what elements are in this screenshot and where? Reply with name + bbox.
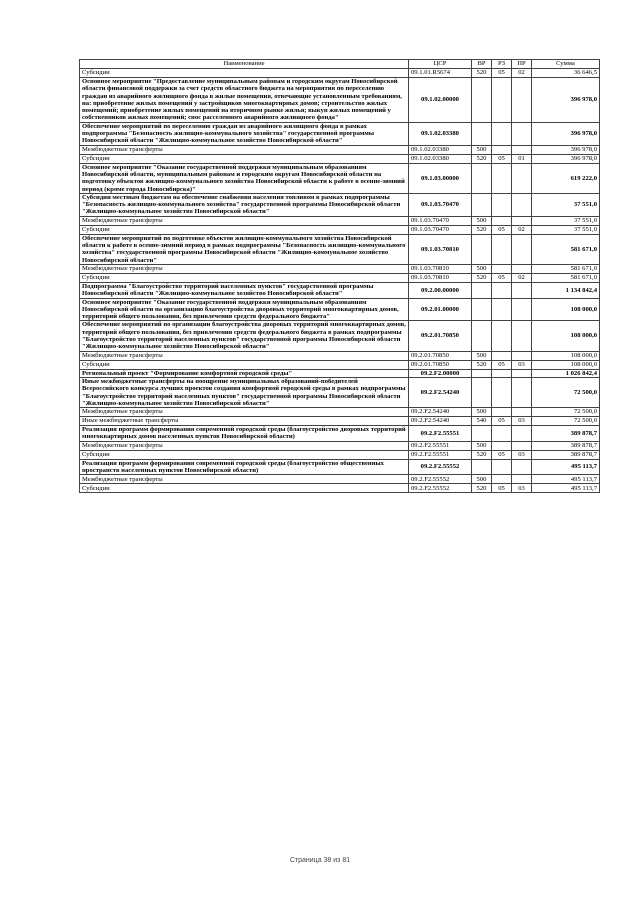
cell-pr: 03	[512, 417, 532, 426]
cell-csr: 09.1.02.03380	[409, 145, 472, 154]
table-row	[80, 459, 600, 475]
cell-pr	[512, 264, 532, 273]
cell-csr: 09.2.F2.54240	[409, 377, 472, 407]
cell-sum: 37 551,0	[532, 216, 600, 225]
cell-rz	[492, 408, 512, 417]
cell-sum: 108 000,0	[532, 360, 600, 369]
cell-name: Субсидии	[80, 225, 409, 234]
cell-name: Региональный проект "Формирование комфортной городской среды"	[80, 369, 409, 377]
cell-sum: 396 978,0	[532, 154, 600, 163]
cell-csr: 09.2.F2.54240	[409, 417, 472, 426]
table-row	[80, 360, 600, 369]
cell-sum: 108 000,0	[532, 321, 600, 351]
cell-pr: 03	[512, 360, 532, 369]
cell-sum: 72 500,0	[532, 408, 600, 417]
cell-pr: 01	[512, 154, 532, 163]
cell-pr	[512, 78, 532, 123]
table-row	[80, 234, 600, 264]
table-row	[80, 145, 600, 154]
cell-sum: 37 551,0	[532, 193, 600, 216]
cell-rz	[492, 441, 512, 450]
cell-vr: 500	[472, 145, 492, 154]
cell-rz: 05	[492, 225, 512, 234]
cell-vr	[472, 163, 492, 193]
cell-vr: 520	[472, 450, 492, 459]
cell-rz	[492, 351, 512, 360]
cell-rz	[492, 282, 512, 298]
cell-csr: 09.1.03.70470	[409, 225, 472, 234]
budget-table	[79, 59, 600, 493]
cell-name: Межбюджетные трансферты	[80, 408, 409, 417]
header-pr: ПР	[512, 60, 532, 69]
cell-name: Субсидии местным бюджетам на обеспечение снабжения населения топливом в рамках подпрограммы "Безопасность жилищно-коммунального хозяйства" государственной программы Новосибирской области "Жилищно-коммунальное хозяйство Новосибирской области"	[80, 193, 409, 216]
cell-vr: 520	[472, 225, 492, 234]
table-row	[80, 369, 600, 377]
table-row	[80, 122, 600, 145]
cell-name: Обеспечение мероприятий по подготовке объектов жилищно-коммунального хозяйства Новосибирской области к работе в осенне-зимний период в рамках подпрограммы "Безопасность жилищно-коммунального хозяйства" государственной программы Новосибирской области "Жилищно-коммунальное хозяйство Новосибирской области"	[80, 234, 409, 264]
cell-csr: 09.2.01.70850	[409, 321, 472, 351]
table-row	[80, 441, 600, 450]
cell-rz: 05	[492, 484, 512, 493]
cell-csr: 09.1.01.R5674	[409, 69, 472, 78]
cell-name: Обеспечение мероприятий по переселению граждан из аварийного жилищного фонда в рамках подпрограммы "Безопасность жилищно-коммунального хозяйства" государственной программы Новосибирской области "Жилищно-коммунальное хозяйство Новосибирской области"	[80, 122, 409, 145]
cell-sum: 581 671,0	[532, 273, 600, 282]
cell-name: Субсидии	[80, 273, 409, 282]
cell-sum: 396 978,0	[532, 122, 600, 145]
cell-pr	[512, 369, 532, 377]
cell-sum: 1 134 842,4	[532, 282, 600, 298]
cell-pr: 02	[512, 225, 532, 234]
cell-name: Подпрограмма "Благоустройство территорий населенных пунктов" государственной программы Новосибирской области "Жилищно-коммунальное хозяйство Новосибирской области"	[80, 282, 409, 298]
cell-pr	[512, 193, 532, 216]
cell-sum: 396 978,0	[532, 78, 600, 123]
cell-name: Межбюджетные трансферты	[80, 441, 409, 450]
cell-pr: 02	[512, 273, 532, 282]
cell-pr	[512, 216, 532, 225]
cell-pr	[512, 163, 532, 193]
budget-table-sheet	[79, 59, 599, 493]
cell-vr	[472, 298, 492, 321]
cell-csr: 09.2.F2.55551	[409, 441, 472, 450]
table-row	[80, 408, 600, 417]
table-row	[80, 154, 600, 163]
cell-vr: 500	[472, 216, 492, 225]
cell-pr	[512, 377, 532, 407]
table-row	[80, 264, 600, 273]
cell-rz	[492, 426, 512, 442]
cell-csr: 09.2.F2.55552	[409, 484, 472, 493]
cell-name: Межбюджетные трансферты	[80, 351, 409, 360]
cell-sum: 581 671,0	[532, 264, 600, 273]
cell-csr: 09.2.F2.00000	[409, 369, 472, 377]
header-csr: ЦСР	[409, 60, 472, 69]
cell-name: Субсидии	[80, 69, 409, 78]
cell-name: Реализация программ формирования современной городской среды (благоустройство дворовых территорий многоквартирных домов населенных пунктов Новосибирской области)	[80, 426, 409, 442]
cell-vr: 520	[472, 484, 492, 493]
cell-sum: 581 671,0	[532, 234, 600, 264]
cell-csr: 09.2.01.00000	[409, 298, 472, 321]
cell-rz	[492, 321, 512, 351]
cell-csr: 09.1.03.00000	[409, 163, 472, 193]
cell-csr: 09.1.03.70810	[409, 264, 472, 273]
cell-rz: 05	[492, 417, 512, 426]
cell-csr: 09.1.03.70810	[409, 234, 472, 264]
cell-vr: 500	[472, 351, 492, 360]
cell-rz	[492, 216, 512, 225]
cell-csr: 09.2.F2.55551	[409, 450, 472, 459]
table-row	[80, 216, 600, 225]
cell-vr: 500	[472, 441, 492, 450]
cell-vr	[472, 78, 492, 123]
cell-csr: 09.2.01.70850	[409, 351, 472, 360]
cell-vr: 520	[472, 273, 492, 282]
cell-rz	[492, 163, 512, 193]
cell-name: Субсидии	[80, 484, 409, 493]
cell-vr	[472, 234, 492, 264]
cell-pr	[512, 441, 532, 450]
table-row	[80, 225, 600, 234]
table-row	[80, 78, 600, 123]
cell-pr: 02	[512, 69, 532, 78]
cell-sum: 72 500,0	[532, 417, 600, 426]
cell-csr: 09.2.F2.55552	[409, 459, 472, 475]
cell-rz	[492, 193, 512, 216]
cell-name: Субсидии	[80, 154, 409, 163]
cell-pr	[512, 282, 532, 298]
table-body	[80, 69, 600, 493]
header-vr: ВР	[472, 60, 492, 69]
cell-vr: 500	[472, 408, 492, 417]
cell-pr	[512, 475, 532, 484]
cell-name: Межбюджетные трансферты	[80, 145, 409, 154]
table-row	[80, 193, 600, 216]
cell-sum: 495 113,7	[532, 459, 600, 475]
table-row	[80, 273, 600, 282]
cell-sum: 495 113,7	[532, 475, 600, 484]
cell-sum: 1 026 842,4	[532, 369, 600, 377]
cell-rz	[492, 377, 512, 407]
cell-name: Межбюджетные трансферты	[80, 264, 409, 273]
page-number: Страница 38 из 81	[289, 857, 351, 864]
table-row	[80, 163, 600, 193]
table-row	[80, 475, 600, 484]
cell-rz: 05	[492, 69, 512, 78]
cell-csr: 09.2.01.70850	[409, 360, 472, 369]
cell-rz	[492, 78, 512, 123]
cell-vr	[472, 426, 492, 442]
cell-vr	[472, 193, 492, 216]
cell-sum: 396 978,0	[532, 145, 600, 154]
table-row	[80, 351, 600, 360]
cell-name: Межбюджетные трансферты	[80, 475, 409, 484]
cell-name: Основное мероприятие "Оказание государственной поддержки муниципальным образованиям Новосибирской области на организацию благоустройства дворовых территорий многоквартирных домов, территорий общего пользования, без привлечения средств федерального бюджета"	[80, 298, 409, 321]
cell-pr	[512, 408, 532, 417]
cell-name: Иные межбюджетные трансферты	[80, 417, 409, 426]
cell-pr	[512, 459, 532, 475]
cell-name: Субсидии	[80, 450, 409, 459]
header-rz: РЗ	[492, 60, 512, 69]
table-row	[80, 450, 600, 459]
cell-vr	[472, 459, 492, 475]
cell-rz	[492, 298, 512, 321]
table-row	[80, 321, 600, 351]
cell-vr: 520	[472, 69, 492, 78]
cell-vr: 520	[472, 154, 492, 163]
cell-csr: 09.1.03.70470	[409, 216, 472, 225]
header-name: Наименование	[80, 60, 409, 69]
cell-rz	[492, 459, 512, 475]
table-row	[80, 69, 600, 78]
cell-sum: 72 500,0	[532, 377, 600, 407]
cell-sum: 108 000,0	[532, 351, 600, 360]
cell-csr: 09.1.02.03380	[409, 154, 472, 163]
cell-pr	[512, 351, 532, 360]
cell-csr: 09.2.F2.55551	[409, 426, 472, 442]
cell-csr: 09.2.00.00000	[409, 282, 472, 298]
cell-pr: 03	[512, 484, 532, 493]
cell-pr	[512, 321, 532, 351]
table-row	[80, 484, 600, 493]
cell-rz: 05	[492, 450, 512, 459]
cell-name: Основное мероприятие "Оказание государственной поддержки муниципальным образованиям Новосибирской области, муниципальным районам и городским округам Новосибирской области на подготовку объектов жилищно-коммунального хозяйства Новосибирской области к работе в осенне-зимний период (кроме города Новосибирска)"	[80, 163, 409, 193]
cell-vr: 500	[472, 264, 492, 273]
cell-name: Субсидии	[80, 360, 409, 369]
cell-name: Основное мероприятие "Предоставление муниципальным районам и городским округам Новосибирской области финансовой поддержки за счет средств областного бюджета на мероприятия по переселению граждан из аварийного жилищного фонда в жилые помещения, отвечающие установленным требованиям, на: приобретение жилых помещений у застройщиков многоквартирных домов; строительство жилых помещений; приобретение жилых помещений на вторичном рынке жилья; выкуп жилых помещений у собственников жилых помещений; снос расселенного аварийного жилищного фонда"	[80, 78, 409, 123]
cell-csr: 09.1.02.03380	[409, 122, 472, 145]
cell-vr: 540	[472, 417, 492, 426]
cell-sum: 389 878,7	[532, 441, 600, 450]
header-sum: Сумма	[532, 60, 600, 69]
cell-rz	[492, 234, 512, 264]
cell-pr	[512, 234, 532, 264]
cell-rz: 05	[492, 154, 512, 163]
table-row	[80, 417, 600, 426]
cell-csr: 09.2.F2.54240	[409, 408, 472, 417]
cell-rz	[492, 475, 512, 484]
cell-vr	[472, 282, 492, 298]
cell-rz	[492, 122, 512, 145]
table-row	[80, 282, 600, 298]
table-row	[80, 298, 600, 321]
cell-sum: 36 646,5	[532, 69, 600, 78]
cell-vr: 500	[472, 475, 492, 484]
cell-pr: 03	[512, 450, 532, 459]
cell-csr: 09.1.02.00000	[409, 78, 472, 123]
cell-csr: 09.1.03.70810	[409, 273, 472, 282]
cell-name: Обеспечение мероприятий по организации благоустройства дворовых территорий многоквартирных домов, территорий общего пользования, без привлечения средств федерального бюджета в рамках подпрограммы "Благоустройство территорий населенных пунктов" государственной программы Новосибирской области "Жилищно-коммунальное хозяйство Новосибирской области"	[80, 321, 409, 351]
table-header-row	[80, 60, 600, 69]
cell-vr: 520	[472, 360, 492, 369]
cell-name: Реализация программ формирования современной городской среды (благоустройство общественных пространств населенных пунктов Новосибирской области)	[80, 459, 409, 475]
cell-sum: 389 878,7	[532, 426, 600, 442]
cell-vr	[472, 377, 492, 407]
cell-pr	[512, 145, 532, 154]
table-row	[80, 426, 600, 442]
cell-pr	[512, 122, 532, 145]
cell-sum: 619 222,0	[532, 163, 600, 193]
cell-sum: 37 551,0	[532, 225, 600, 234]
cell-rz	[492, 264, 512, 273]
cell-vr	[472, 321, 492, 351]
cell-vr	[472, 369, 492, 377]
cell-name: Межбюджетные трансферты	[80, 216, 409, 225]
table-row	[80, 377, 600, 407]
cell-pr	[512, 298, 532, 321]
cell-sum: 495 113,7	[532, 484, 600, 493]
cell-csr: 09.1.03.70470	[409, 193, 472, 216]
cell-sum: 389 878,7	[532, 450, 600, 459]
cell-rz: 05	[492, 360, 512, 369]
cell-rz: 05	[492, 273, 512, 282]
cell-sum: 108 000,0	[532, 298, 600, 321]
cell-pr	[512, 426, 532, 442]
cell-rz	[492, 145, 512, 154]
cell-vr	[472, 122, 492, 145]
cell-csr: 09.2.F2.55552	[409, 475, 472, 484]
cell-name: Иные межбюджетные трансферты на поощрение муниципальных образований-победителей Всероссийского конкурса лучших проектов создания комфортной городской среды в рамках подпрограммы "Благоустройство территорий населенных пунктов" государственной программы Новосибирской области "Жилищно-коммунальное хозяйство Новосибирской области"	[80, 377, 409, 407]
cell-rz	[492, 369, 512, 377]
